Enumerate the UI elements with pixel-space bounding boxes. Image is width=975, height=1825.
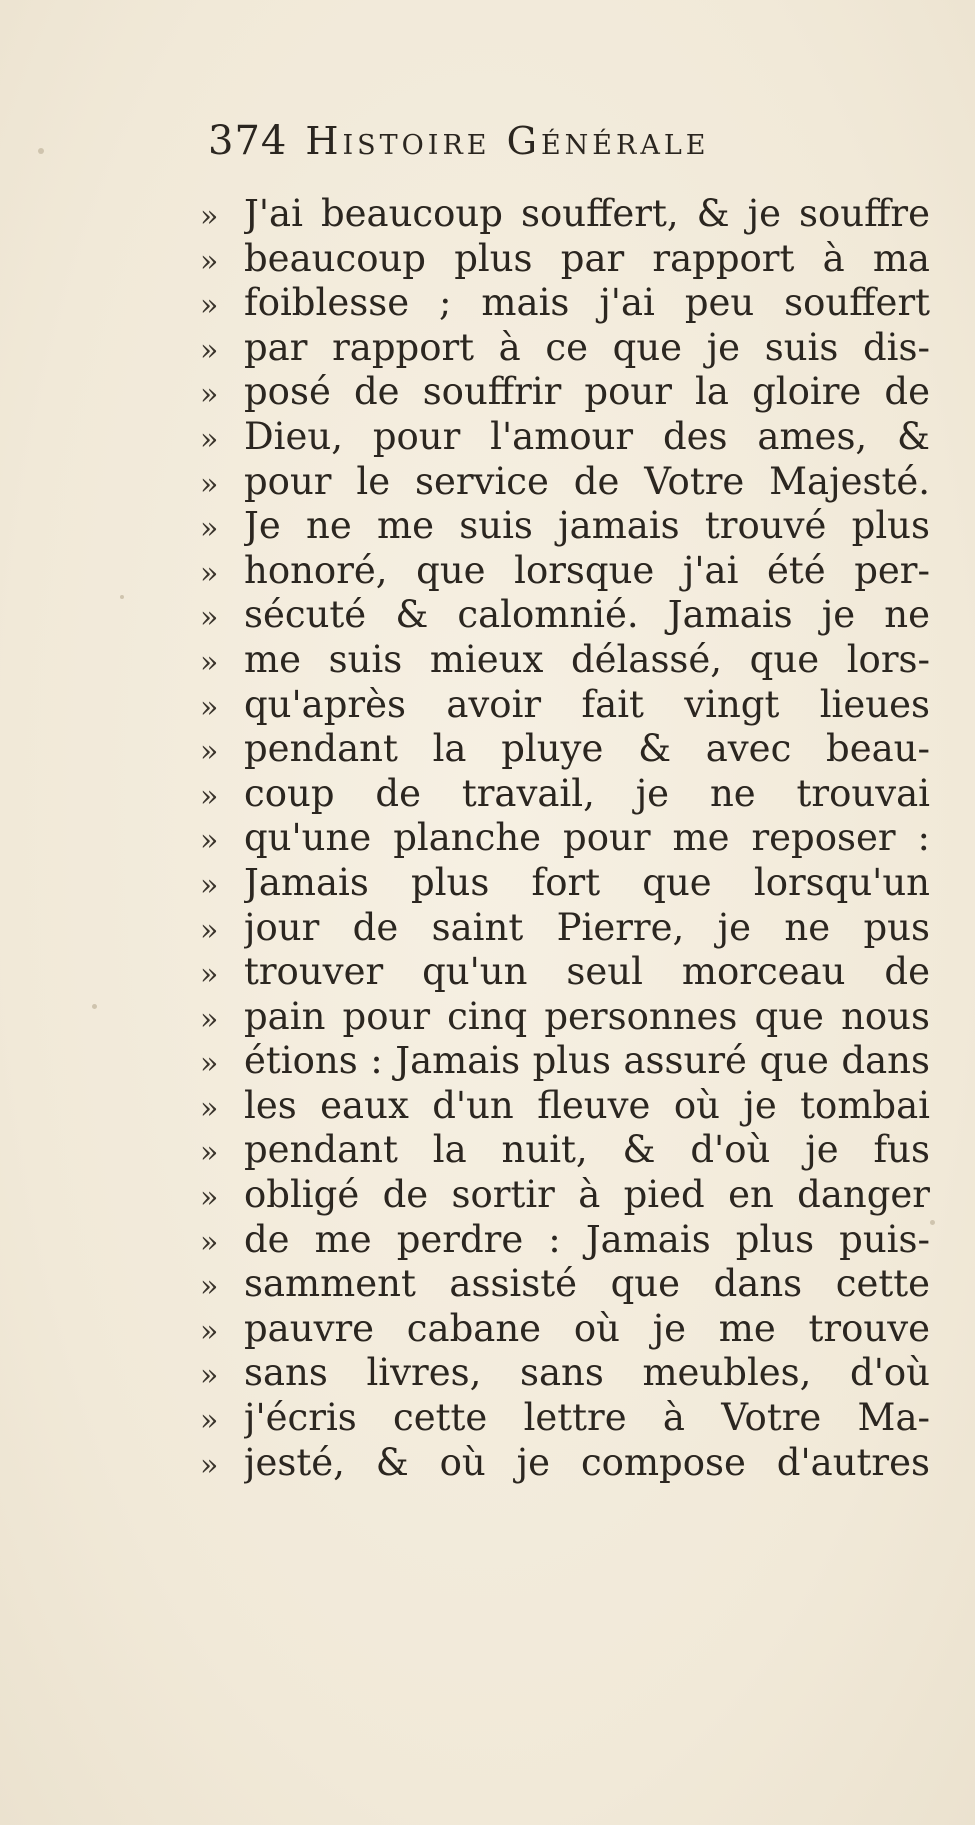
body-text xyxy=(200,192,930,1485)
text-line xyxy=(200,237,930,282)
quotation-mark: » xyxy=(200,957,219,993)
quotation-mark: » xyxy=(200,288,219,324)
page-number: 374 xyxy=(208,118,288,164)
text-line xyxy=(200,1396,930,1441)
text-line xyxy=(200,683,930,728)
quotation-mark: » xyxy=(200,1403,219,1439)
text-line xyxy=(200,950,930,995)
line-text: posé de souffrir pour la gloire de xyxy=(244,370,930,414)
page-header xyxy=(208,118,928,178)
text-line xyxy=(200,1351,930,1396)
text-line xyxy=(200,460,930,505)
quotation-mark: » xyxy=(200,1135,219,1171)
line-text: samment assisté que dans cette xyxy=(244,1262,930,1306)
text-line xyxy=(200,326,930,371)
text-line xyxy=(200,1441,930,1486)
quotation-mark: » xyxy=(200,243,219,279)
text-line xyxy=(200,1128,930,1173)
quotation-mark: » xyxy=(200,332,219,368)
quotation-mark: » xyxy=(200,689,219,725)
line-text: J'ai beaucoup souffert, & je souffre xyxy=(244,192,930,235)
line-text: qu'une planche pour me reposer : xyxy=(244,816,930,860)
quotation-mark: » xyxy=(200,1269,219,1305)
text-line xyxy=(200,1262,930,1307)
line-text: pain pour cinq personnes que nous xyxy=(244,994,930,1038)
text-line xyxy=(200,281,930,326)
line-text: qu'après avoir fait vingt lieues xyxy=(244,682,930,726)
text-line xyxy=(200,1218,930,1263)
line-text: jour de saint Pierre, je ne pus xyxy=(244,905,930,949)
line-text: Jamais plus fort que lorsqu'un xyxy=(244,860,930,904)
line-text: j'écris cette lettre à Votre Ma- xyxy=(244,1396,930,1440)
text-line xyxy=(200,1307,930,1352)
quotation-mark: » xyxy=(200,421,219,457)
line-text: me suis mieux délassé, que lors- xyxy=(244,637,930,681)
quotation-mark: » xyxy=(200,823,219,859)
quotation-mark: » xyxy=(200,644,219,680)
quotation-mark: » xyxy=(200,1046,219,1082)
paper-speck xyxy=(120,595,124,599)
line-text: honoré, que lorsque j'ai été per- xyxy=(244,548,930,592)
quotation-mark: » xyxy=(200,1001,219,1037)
text-line xyxy=(200,906,930,951)
text-line xyxy=(200,772,930,817)
text-line xyxy=(200,727,930,772)
line-text: pendant la nuit, & d'où je fus xyxy=(244,1128,930,1172)
text-line xyxy=(200,816,930,861)
quotation-mark: » xyxy=(200,511,219,547)
paper-speck xyxy=(930,1220,935,1225)
text-line xyxy=(200,192,930,237)
text-line xyxy=(200,995,930,1040)
text-line xyxy=(200,638,930,683)
text-line xyxy=(200,504,930,549)
quotation-mark: » xyxy=(200,1224,219,1260)
line-text: pour le service de Votre Majesté. xyxy=(244,459,930,503)
text-line xyxy=(200,1173,930,1218)
text-line xyxy=(200,415,930,460)
quotation-mark: » xyxy=(200,1313,219,1349)
quotation-mark: » xyxy=(200,377,219,413)
quotation-mark: » xyxy=(200,734,219,770)
line-text: étions : Jamais plus assuré que dans xyxy=(244,1039,930,1083)
line-text: par rapport à ce que je suis dis- xyxy=(244,325,930,369)
quotation-mark: » xyxy=(200,867,219,903)
line-text: les eaux d'un fleuve où je tombai xyxy=(244,1083,930,1127)
quotation-mark: » xyxy=(200,778,219,814)
line-text: sécuté & calomnié. Jamais je ne xyxy=(244,593,930,637)
text-line xyxy=(200,861,930,906)
text-line xyxy=(200,549,930,594)
text-line xyxy=(200,1039,930,1084)
line-text: obligé de sortir à pied en danger xyxy=(244,1173,930,1217)
quotation-mark: » xyxy=(200,912,219,948)
paper-speck xyxy=(92,1004,97,1009)
line-text: pendant la pluye & avec beau- xyxy=(244,727,930,771)
line-text: Dieu, pour l'amour des ames, & xyxy=(244,414,930,458)
quotation-mark: » xyxy=(200,1180,219,1216)
line-text: foiblesse ; mais j'ai peu souffert xyxy=(244,281,930,325)
line-text: sans livres, sans meubles, d'où xyxy=(244,1351,930,1395)
line-text: de me perdre : Jamais plus puis- xyxy=(244,1217,930,1261)
text-line xyxy=(200,370,930,415)
quotation-mark: » xyxy=(200,600,219,636)
line-text: coup de travail, je ne trouvai xyxy=(244,771,930,815)
quotation-mark: » xyxy=(200,1358,219,1394)
quotation-mark: » xyxy=(200,1090,219,1126)
quotation-mark: » xyxy=(200,1447,219,1483)
line-text: pauvre cabane où je me trouve xyxy=(244,1306,930,1350)
line-text: trouver qu'un seul morceau de xyxy=(244,950,930,994)
running-title: Histoire Générale xyxy=(305,119,710,163)
text-line xyxy=(200,593,930,638)
line-text: beaucoup plus par rapport à ma xyxy=(244,236,930,280)
quotation-mark: » xyxy=(200,466,219,502)
text-line xyxy=(200,1084,930,1129)
line-text: Je ne me suis jamais trouvé plus xyxy=(244,504,930,548)
quotation-mark: » xyxy=(200,199,219,234)
paper-speck xyxy=(38,148,44,154)
line-text: jesté, & où je compose d'autres xyxy=(244,1440,930,1484)
quotation-mark: » xyxy=(200,555,219,591)
